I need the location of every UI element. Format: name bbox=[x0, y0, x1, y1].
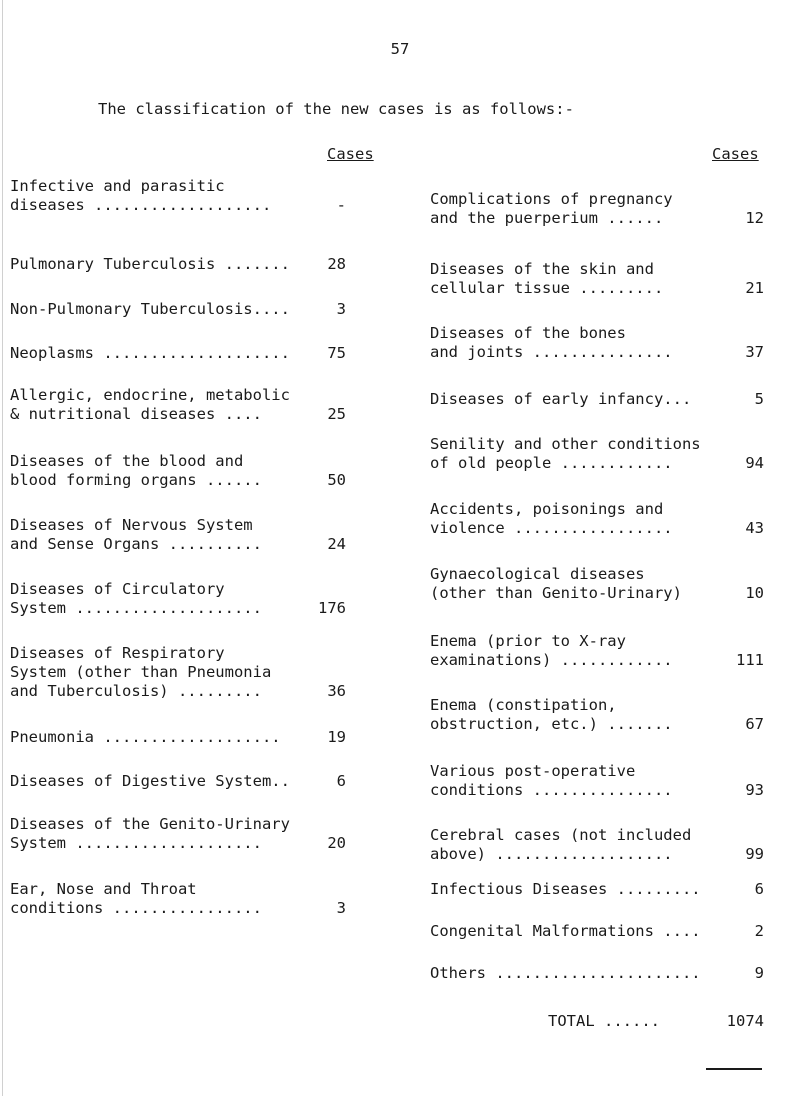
entry-label: Non-Pulmonary Tuberculosis.... bbox=[10, 300, 290, 318]
entry-label: Diseases of early infancy... bbox=[430, 390, 692, 408]
entry-count: 3 bbox=[336, 300, 346, 318]
left-entry bbox=[10, 452, 346, 490]
right-entry bbox=[430, 964, 764, 983]
entry-label: Others ...................... bbox=[430, 964, 701, 982]
entry-count: 111 bbox=[736, 651, 764, 669]
right-entry bbox=[430, 632, 764, 670]
entry-count: 20 bbox=[327, 834, 346, 852]
entry-label: Congenital Malformations .... bbox=[430, 922, 701, 940]
entry-count: 5 bbox=[754, 390, 764, 408]
left-cases-header: Cases bbox=[327, 145, 374, 163]
right-entry bbox=[430, 826, 764, 864]
entry-label: Diseases of the skin and cellular tissue ......... bbox=[430, 260, 664, 297]
left-entry bbox=[10, 344, 346, 363]
entry-count: 10 bbox=[745, 584, 764, 602]
entry-label: Accidents, poisonings and violence ................. bbox=[430, 500, 673, 537]
right-entry bbox=[430, 922, 764, 941]
entry-label: Pulmonary Tuberculosis ....... bbox=[10, 255, 290, 273]
entry-count: 19 bbox=[327, 728, 346, 746]
intro-text: The classification of the new cases is as follows:- bbox=[98, 100, 574, 118]
entry-label: Diseases of Nervous System and Sense Organs .......... bbox=[10, 516, 262, 553]
page-number: 57 bbox=[390, 40, 410, 58]
entry-count: 93 bbox=[745, 781, 764, 799]
left-entry bbox=[10, 516, 346, 554]
entry-label: Ear, Nose and Throat conditions ................ bbox=[10, 880, 262, 917]
right-entry bbox=[430, 500, 764, 538]
entry-count: 36 bbox=[327, 682, 346, 700]
entry-label: Diseases of Digestive System.. bbox=[10, 772, 290, 790]
left-entry bbox=[10, 580, 346, 618]
entry-count: 37 bbox=[745, 343, 764, 361]
entry-label: Enema (prior to X-ray examinations) ............ bbox=[430, 632, 673, 669]
entry-label: Enema (constipation, obstruction, etc.) ....... bbox=[430, 696, 673, 733]
entry-label: Diseases of the Genito-Urinary System .................... bbox=[10, 815, 290, 852]
entry-count: - bbox=[336, 196, 346, 214]
total-label: TOTAL ...... bbox=[548, 1012, 660, 1030]
entry-count: 50 bbox=[327, 471, 346, 489]
right-entry bbox=[430, 565, 764, 603]
right-cases-header: Cases bbox=[712, 145, 759, 163]
entry-label: Infectious Diseases ......... bbox=[430, 880, 701, 898]
left-entry bbox=[10, 177, 346, 215]
entry-count: 9 bbox=[754, 964, 764, 982]
right-entry bbox=[430, 260, 764, 298]
entry-label: Infective and parasitic diseases ................... bbox=[10, 177, 272, 214]
total-underline bbox=[706, 1068, 762, 1070]
left-entry bbox=[10, 386, 346, 424]
entry-label: Diseases of the blood and blood forming organs ...... bbox=[10, 452, 262, 489]
entry-count: 67 bbox=[745, 715, 764, 733]
entry-count: 24 bbox=[327, 535, 346, 553]
entry-count: 94 bbox=[745, 454, 764, 472]
entry-label: Complications of pregnancy and the puerperium ...... bbox=[430, 190, 673, 227]
entry-label: Diseases of Circulatory System .................... bbox=[10, 580, 262, 617]
entry-count: 6 bbox=[754, 880, 764, 898]
left-entry bbox=[10, 255, 346, 274]
entry-count: 2 bbox=[754, 922, 764, 940]
left-entry bbox=[10, 300, 346, 319]
entry-label: Gynaecological diseases (other than Genito-Urinary) bbox=[430, 565, 682, 602]
right-entry bbox=[430, 390, 764, 409]
entry-count: 25 bbox=[327, 405, 346, 423]
entry-count: 28 bbox=[327, 255, 346, 273]
right-entry bbox=[430, 435, 764, 473]
left-entry bbox=[10, 728, 346, 747]
left-entry bbox=[10, 644, 346, 701]
entry-count: 43 bbox=[745, 519, 764, 537]
entry-label: Diseases of the bones and joints ............... bbox=[430, 324, 673, 361]
left-entry bbox=[10, 815, 346, 853]
entry-count: 6 bbox=[336, 772, 346, 790]
entry-count: 3 bbox=[336, 899, 346, 917]
entry-count: 75 bbox=[327, 344, 346, 362]
entry-label: Senility and other conditions of old people ............ bbox=[430, 435, 701, 472]
right-entry bbox=[430, 762, 764, 800]
entry-count: 12 bbox=[745, 209, 764, 227]
entry-label: Neoplasms .................... bbox=[10, 344, 290, 362]
entry-label: Allergic, endocrine, metabolic & nutritional diseases .... bbox=[10, 386, 290, 423]
left-entry bbox=[10, 880, 346, 918]
entry-label: Pneumonia ................... bbox=[10, 728, 281, 746]
right-entry bbox=[430, 880, 764, 899]
right-entry bbox=[430, 696, 764, 734]
left-entry bbox=[10, 772, 346, 791]
right-entry bbox=[430, 190, 764, 228]
entry-label: Cerebral cases (not included above) ................... bbox=[430, 826, 692, 863]
margin-line bbox=[2, 0, 3, 1096]
entry-count: 176 bbox=[318, 599, 346, 617]
entry-count: 99 bbox=[745, 845, 764, 863]
entry-label: Various post-operative conditions ............... bbox=[430, 762, 673, 799]
entry-label: Diseases of Respiratory System (other than Pneumonia and Tuberculosis) ......... bbox=[10, 644, 272, 700]
entry-count: 21 bbox=[745, 279, 764, 297]
total-value: 1074 bbox=[726, 1012, 764, 1030]
right-entry bbox=[430, 324, 764, 362]
